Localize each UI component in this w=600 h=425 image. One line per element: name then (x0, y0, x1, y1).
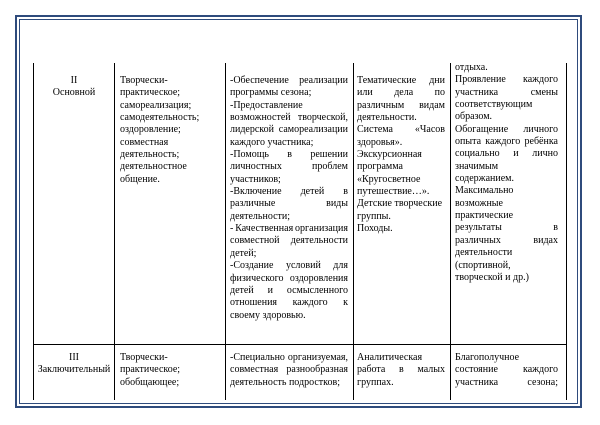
stage-cell (34, 75, 114, 100)
text-line (230, 75, 348, 87)
row-divider (33, 344, 567, 345)
text-line: программы сезона; (230, 87, 312, 99)
word: различных (455, 234, 501, 246)
word: реализации (299, 75, 348, 86)
word: Проявление (455, 74, 506, 86)
word: -Специально (230, 352, 285, 363)
text-line: группах. (357, 376, 394, 388)
text-line: оздоровление; (120, 124, 181, 136)
stage-number: II (70, 75, 78, 86)
text-line: самореализация; (120, 99, 192, 111)
text-line (230, 112, 348, 124)
word: лидерской (230, 124, 275, 136)
word: или (357, 87, 373, 99)
word: детей (300, 186, 325, 198)
text-line (230, 352, 348, 364)
word: осмысленного (286, 284, 348, 296)
text-line: Благополучное (455, 352, 520, 363)
text-line: практическое; (120, 364, 181, 376)
text-line: практическое; (120, 87, 181, 99)
word: решении (310, 149, 348, 161)
word: каждого (523, 364, 558, 376)
text-line (455, 222, 558, 234)
tasks-cell (230, 352, 348, 389)
text-line: совместная (120, 136, 169, 148)
text-line (455, 136, 558, 148)
word: дела (394, 87, 414, 99)
stage-number: III (69, 352, 79, 363)
word: Обогащение (455, 123, 509, 135)
text-line: программа (357, 161, 403, 173)
word: деятельности (290, 235, 348, 247)
word: совместная (230, 364, 279, 376)
table-border-left (33, 63, 34, 400)
word: виды (326, 198, 348, 210)
word: различным (357, 99, 405, 111)
text-line (357, 75, 445, 87)
text-line (357, 124, 445, 136)
content-cell (120, 352, 220, 389)
word: в (553, 222, 558, 234)
word: сезона; (527, 376, 558, 388)
word: -Включение (230, 186, 282, 198)
word: организуемая, (287, 352, 348, 363)
text-line: соответствующим (455, 99, 533, 111)
text-line (455, 364, 558, 376)
word: проблем (312, 161, 348, 173)
word: разнообразная (286, 364, 348, 376)
text-line: отдыха. (455, 62, 488, 73)
text-line: Экскурсионная (357, 149, 422, 161)
table-border-right (566, 63, 567, 400)
text-line (230, 235, 348, 247)
column-divider (450, 63, 451, 400)
text-line: деятельности. (357, 112, 417, 124)
text-line: (спортивной, (455, 259, 511, 271)
text-line: -Предоставление (230, 99, 303, 111)
text-line (455, 377, 558, 389)
text-line: обобщающее; (120, 376, 180, 388)
word: каждого (485, 136, 521, 148)
word: Система (357, 124, 393, 136)
text-line: Детские творческие (357, 198, 443, 210)
word: -Обеспечение (230, 75, 289, 86)
text-line (230, 223, 348, 235)
word: дни (429, 75, 445, 86)
word: и (267, 284, 273, 296)
word: каждого (523, 74, 558, 86)
word: -Помощь (230, 149, 269, 161)
word: самореализации (278, 124, 348, 136)
word: участника (455, 86, 499, 98)
word: возможностей (230, 112, 291, 124)
text-line (230, 297, 348, 309)
text-line: деятельностное (120, 161, 187, 173)
text-line: образом. (455, 111, 493, 123)
word: по (434, 87, 445, 99)
text-line: деятельности (455, 247, 513, 259)
text-line: творческой и др.) (455, 271, 529, 283)
word: участника (455, 376, 499, 388)
results-cell (455, 62, 558, 284)
column-divider (114, 63, 115, 400)
word: в (399, 364, 404, 376)
word: физического (230, 272, 284, 284)
word: Качественная (235, 223, 294, 235)
text-line (230, 285, 348, 297)
text-line (230, 260, 348, 272)
word: лично (532, 148, 558, 160)
word: и (513, 148, 519, 160)
word: к (343, 297, 348, 309)
text-line (455, 148, 558, 160)
text-line: значимым (455, 160, 499, 172)
text-line: деятельность подростков; (230, 376, 341, 388)
text-line: своему здоровью. (230, 309, 306, 321)
text-line: группы. (357, 210, 391, 222)
text-line: участников; (230, 173, 281, 185)
column-divider (353, 63, 354, 400)
word: отношения (230, 297, 278, 309)
word: условий (285, 260, 321, 272)
text-line (455, 87, 558, 99)
word: опыта (455, 136, 482, 148)
word: творческой, (297, 112, 348, 124)
word: работа (357, 364, 386, 376)
text-line: Творчески- (120, 352, 168, 363)
text-line (230, 198, 348, 210)
word: -Создание (230, 260, 274, 272)
text-line: Творчески- (120, 75, 168, 86)
text-line: практические (455, 210, 514, 222)
stage-cell (34, 352, 114, 377)
stage-title: Основной (52, 87, 96, 99)
text-line: путешествие…». (357, 186, 430, 198)
results-cell (455, 352, 558, 389)
text-line (357, 87, 445, 99)
forms-cell (357, 75, 445, 235)
text-line: самодеятельность; (120, 112, 200, 124)
text-line: «Кругосветное (357, 173, 421, 185)
word: в (287, 149, 293, 161)
word: - (230, 223, 234, 235)
word: совместной (230, 235, 280, 247)
word: результаты (455, 222, 502, 234)
text-line: деятельность; (120, 149, 180, 161)
text-line (357, 364, 445, 376)
word: для (333, 260, 348, 272)
text-line (230, 124, 348, 136)
tasks-cell (230, 75, 348, 322)
word: оздоровления (289, 272, 348, 284)
text-line: здоровья». (357, 136, 403, 148)
text-line: Аналитическая (357, 352, 423, 363)
word: малых (417, 364, 445, 376)
text-line (455, 124, 558, 136)
text-line (230, 161, 348, 173)
text-line: деятельности; (230, 210, 291, 222)
word: «Часов (414, 124, 445, 136)
word: видам (419, 99, 445, 111)
word: состояние (455, 364, 498, 376)
text-line: общение. (120, 173, 160, 185)
text-line (357, 100, 445, 112)
text-line (230, 186, 348, 198)
text-line (455, 235, 558, 247)
text-line: содержанием. (455, 173, 514, 185)
text-line: возможные (455, 197, 503, 209)
word: детей (230, 284, 254, 296)
text-line (230, 149, 348, 161)
content-cell (120, 75, 220, 186)
word: социально (455, 148, 500, 160)
word: личного (523, 123, 558, 135)
word: ребёнка (524, 136, 558, 148)
stage-title: Заключительный (37, 364, 111, 376)
word: видах (533, 234, 558, 246)
text-line: Походы. (357, 223, 393, 235)
word: Тематические (357, 75, 417, 86)
word: в (343, 186, 348, 198)
text-line (455, 74, 558, 86)
word: организация (295, 223, 348, 235)
word: смены (530, 86, 558, 98)
word: различные (230, 198, 276, 210)
text-line (230, 273, 348, 285)
column-divider (225, 63, 226, 400)
text-line: каждого участника; (230, 136, 314, 148)
word: каждого (292, 297, 328, 309)
word: личностных (230, 161, 282, 173)
text-line: детей; (230, 247, 257, 259)
text-line (230, 364, 348, 376)
forms-cell (357, 352, 445, 389)
text-line: Максимально (455, 185, 514, 197)
